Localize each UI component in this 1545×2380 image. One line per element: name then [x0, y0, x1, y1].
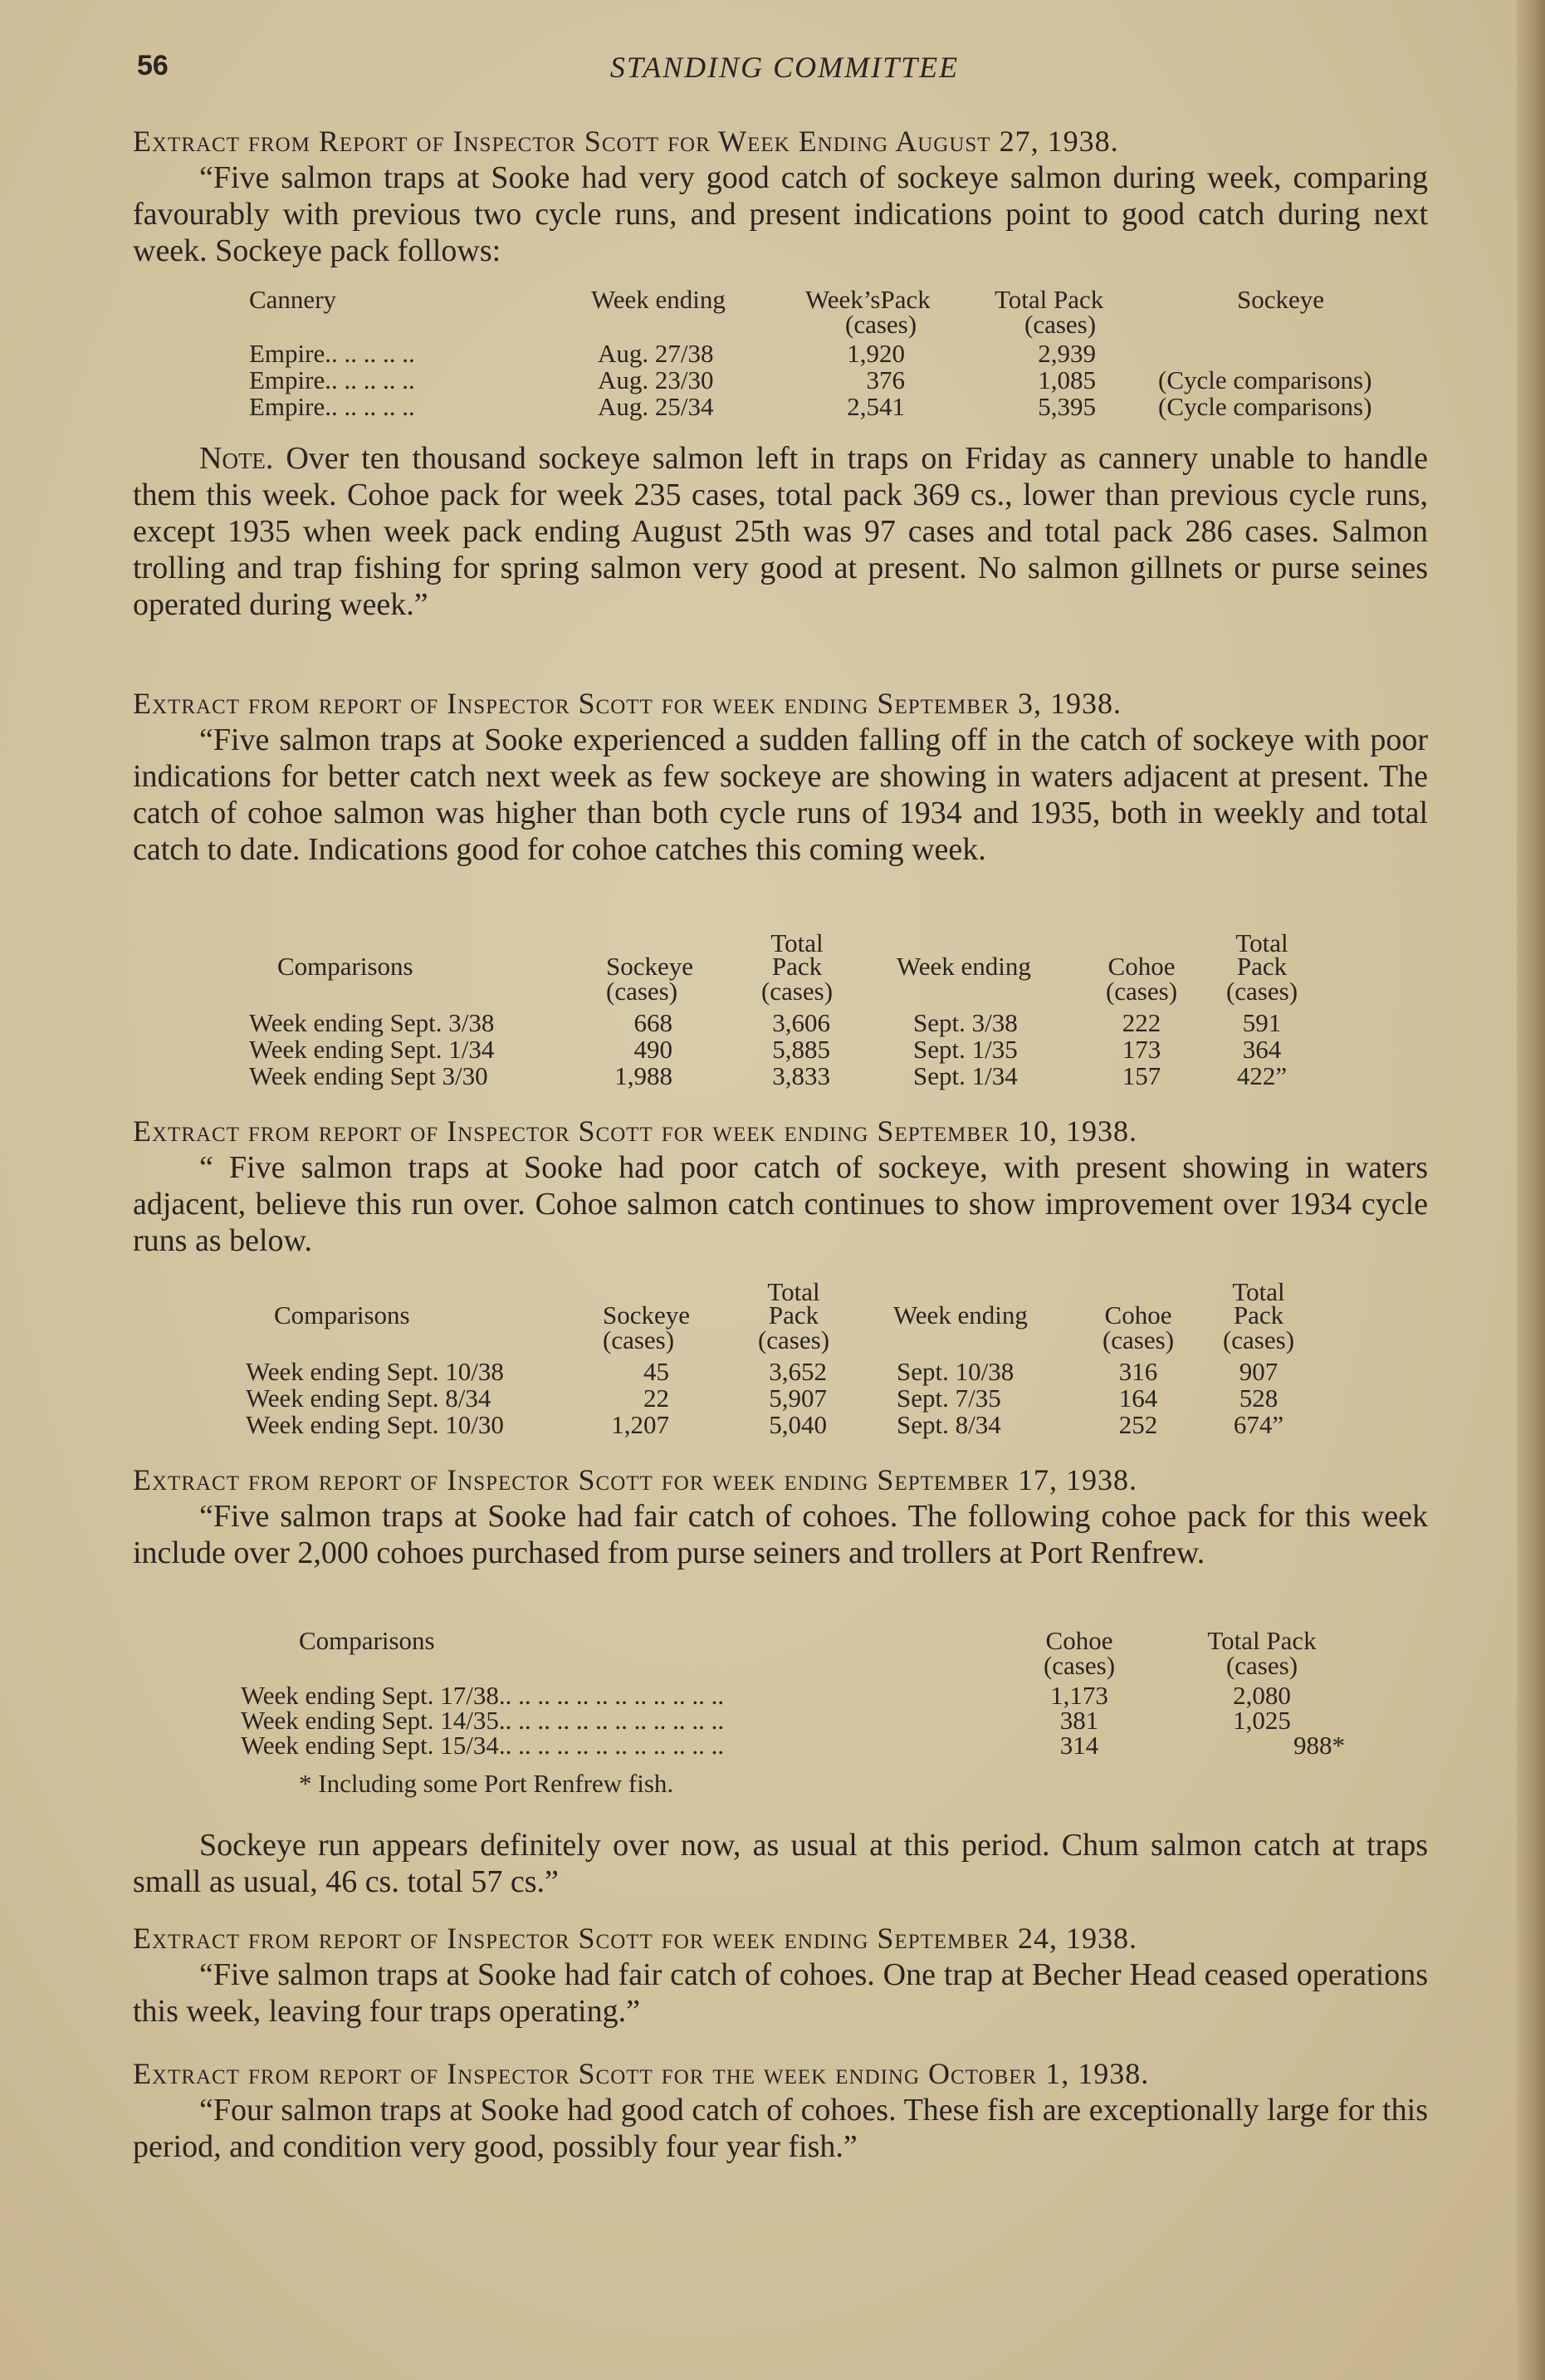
table-cell: 3,833	[772, 1061, 830, 1090]
table-cell: 3,652	[769, 1357, 827, 1386]
table-cell: Week ending Sept 3/30	[249, 1061, 488, 1090]
table-cell: 164	[1118, 1383, 1158, 1413]
col-header-weeks-pack: Week’sPack	[805, 285, 931, 314]
table-cell: 988*	[1293, 1731, 1345, 1760]
col-header-cohoe: Cohoe	[1107, 952, 1176, 981]
col-header-sockeye: Sockeye	[1237, 285, 1325, 314]
table-cell: Week ending Sept. 8/34	[246, 1383, 491, 1413]
col-header-sockeye: Sockeye	[603, 1300, 691, 1330]
table-cell: (Cycle comparisons)	[1158, 365, 1372, 394]
table-cell: 22	[643, 1383, 669, 1413]
table-cell: 1,920	[847, 339, 905, 368]
page-edge	[1517, 0, 1545, 2380]
table-cell: 490	[633, 1035, 672, 1064]
table-cell: Week ending Sept. 14/35.. .. .. .. .. .. .. .. .. .. .. ..	[241, 1706, 725, 1735]
table-cell: 3,606	[772, 1008, 830, 1037]
table-cell: Week ending Sept. 10/30	[246, 1410, 504, 1439]
col-header-cases: (cases)	[1225, 977, 1298, 1006]
section-oct-1	[133, 2055, 1428, 2165]
section-sept-17	[133, 1462, 1428, 1571]
table-cell: Aug. 25/34	[598, 392, 714, 421]
col-header-cannery: Cannery	[249, 285, 337, 314]
section-note	[133, 440, 1428, 623]
col-header-cases: (cases)	[760, 977, 834, 1006]
table-cell: 381	[1059, 1706, 1099, 1735]
table-cell: 364	[1242, 1035, 1282, 1064]
col-header-cohoe: Cohoe	[1104, 1300, 1172, 1330]
table-cell: 1,173	[1050, 1681, 1108, 1710]
table-cell: (Cycle comparisons)	[1158, 392, 1372, 421]
table-cell: 252	[1118, 1410, 1158, 1439]
col-header-comparisons: Comparisons	[299, 1626, 435, 1655]
col-header-pack: Pack	[771, 952, 823, 981]
table-footnote: * Including some Port Renfrew fish.	[299, 1769, 674, 1798]
table-cell: Empire.. .. .. .. ..	[249, 365, 415, 394]
col-header-total: Total	[767, 1277, 820, 1306]
table-cell: 1,025	[1233, 1706, 1291, 1735]
section-text: “ Five salmon traps at Sooke had poor catch of sockeye, with present showing in waters adjacent, believe this run over. Cohoe salmon catch continues to show improvement over 1934 cycle runs as below.	[133, 1150, 1428, 1258]
table-cell: Sept. 8/34	[897, 1410, 1001, 1439]
table-cell: 173	[1122, 1035, 1161, 1064]
closing-text: Sockeye run appears definitely over now, as usual at this period. Chum salmon catch at traps small as usual, 46 cs. total 57 cs.”	[133, 1828, 1428, 1899]
col-header-cohoe: Cohoe	[1045, 1626, 1113, 1655]
table-cell: Sept. 1/34	[913, 1061, 1018, 1090]
table-cell: 591	[1242, 1008, 1282, 1037]
sockeye-pack-table	[249, 286, 1411, 424]
table-cell: 157	[1122, 1061, 1161, 1090]
table-cell: 222	[1122, 1008, 1161, 1037]
table-cell: Week ending Sept. 15/34.. .. .. .. .. .. .. .. .. .. .. ..	[241, 1731, 725, 1760]
table-cell: 2,939	[1038, 339, 1096, 368]
table-cell: 5,907	[769, 1383, 827, 1413]
section-title: Extract from Report of Inspector Scott for Week Ending August 27, 1938.	[133, 125, 1119, 158]
table-cell: 1,207	[611, 1410, 669, 1439]
table-cell: 2,080	[1233, 1681, 1291, 1710]
col-header-total: Total	[1232, 1277, 1285, 1306]
table-cell: Week ending Sept. 1/34	[249, 1035, 495, 1064]
table-cell: Sept. 7/35	[897, 1383, 1001, 1413]
col-header-cases: (cases)	[845, 310, 917, 339]
col-header-cases: (cases)	[1024, 310, 1097, 339]
col-header-cases: (cases)	[603, 1325, 675, 1354]
section-aug-27	[133, 123, 1428, 269]
table-cell: 5,395	[1038, 392, 1096, 421]
table-cell: 674”	[1233, 1410, 1284, 1439]
col-header-week-ending: Week ending	[591, 285, 726, 314]
col-header-total-pack: Total Pack	[1207, 1626, 1317, 1655]
cohoe-comparison-table	[241, 1628, 1362, 1810]
table-cell: Aug. 23/30	[598, 365, 714, 394]
col-header-pack: Pack	[768, 1300, 819, 1330]
table-cell: 668	[633, 1008, 672, 1037]
comparison-table-sept-3	[241, 930, 1320, 1096]
table-cell: Week ending Sept. 10/38	[246, 1357, 504, 1386]
comparison-table-sept-10	[241, 1279, 1320, 1445]
table-cell: 5,040	[769, 1410, 827, 1439]
col-header-cases: (cases)	[1102, 1325, 1175, 1354]
section-title: Extract from report of Inspector Scott for the week ending October 1, 1938.	[133, 2057, 1150, 2090]
table-cell: Aug. 27/38	[598, 339, 714, 368]
table-cell: 528	[1239, 1383, 1279, 1413]
page-header	[137, 50, 1432, 91]
section-title: Extract from report of Inspector Scott for week ending September 10, 1938.	[133, 1114, 1138, 1148]
col-header-cases: (cases)	[1222, 1325, 1295, 1354]
col-header-week-ending: Week ending	[897, 952, 1031, 981]
table-cell: 422”	[1236, 1061, 1288, 1090]
section-title: Extract from report of Inspector Scott for week ending September 3, 1938.	[133, 687, 1122, 720]
section-text: “Five salmon traps at Sooke had fair catch of cohoes. The following cohoe pack for this week include over 2,000 cohoes purchased from purse seiners and trollers at Port Renfrew.	[133, 1499, 1428, 1570]
table-cell: 1,085	[1038, 365, 1096, 394]
table-cell: Week ending Sept. 3/38	[249, 1008, 495, 1037]
col-header-total: Total	[770, 928, 824, 957]
col-header-pack: Pack	[1236, 952, 1288, 981]
table-cell: 376	[866, 365, 905, 394]
section-title: Extract from report of Inspector Scott for week ending September 24, 1938.	[133, 1922, 1138, 1955]
col-header-total-pack: Total Pack	[995, 285, 1104, 314]
table-cell: 2,541	[847, 392, 905, 421]
col-header-sockeye: Sockeye	[606, 952, 694, 981]
note-text: Note. Over ten thousand sockeye salmon left in traps on Friday as cannery unable to handle them this week. Cohoe pack for week 235 cases, total pack 369 cs., lower than previous cycle runs, except 1935 when week pack ending August 25th was 97 cases and total pack 286 cases. Salmon trolling and trap fishing for spring salmon very good at present. No salmon gillnets or purse seines operated during week.”	[133, 441, 1429, 622]
table-cell: Empire.. .. .. .. ..	[249, 339, 415, 368]
section-sept-3	[133, 685, 1428, 868]
col-header-cases: (cases)	[1225, 1651, 1298, 1680]
table-cell: Sept. 1/35	[913, 1035, 1018, 1064]
section-sept-17-closing	[133, 1827, 1428, 1900]
section-sept-24	[133, 1920, 1428, 2030]
running-head: STANDING COMMITTEE	[609, 51, 960, 84]
table-cell: 314	[1059, 1731, 1099, 1760]
table-cell: 316	[1118, 1357, 1158, 1386]
page-number: 56	[137, 50, 169, 81]
col-header-pack: Pack	[1233, 1300, 1284, 1330]
table-cell: 45	[643, 1357, 669, 1386]
table-cell: 1,988	[614, 1061, 672, 1090]
col-header-comparisons: Comparisons	[277, 952, 413, 981]
section-text: “Four salmon traps at Sooke had good catch of cohoes. These fish are exceptionally large for this period, and condition very good, possibly four year fish.”	[133, 2093, 1428, 2164]
section-title: Extract from report of Inspector Scott for week ending September 17, 1938.	[133, 1463, 1138, 1496]
section-text: “Five salmon traps at Sooke had fair catch of cohoes. One trap at Becher Head ceased operations this week, leaving four traps operating.”	[133, 1957, 1428, 2029]
section-text: “Five salmon traps at Sooke experienced a sudden falling off in the catch of sockeye with poor indications for better catch next week as few sockeye are showing in waters adjacent at present. The catch of cohoe salmon was higher than both cycle runs of 1934 and 1935, both in weekly and total catch to date. Indications good for cohoe catches this coming week.	[133, 722, 1428, 867]
table-cell: Week ending Sept. 17/38.. .. .. .. .. .. .. .. .. .. .. ..	[241, 1681, 725, 1710]
col-header-comparisons: Comparisons	[274, 1300, 410, 1330]
table-cell: Empire.. .. .. .. ..	[249, 392, 415, 421]
table-cell: Sept. 3/38	[913, 1008, 1018, 1037]
col-header-cases: (cases)	[757, 1325, 830, 1354]
section-sept-10	[133, 1113, 1428, 1259]
table-cell: 907	[1239, 1357, 1279, 1386]
table-cell: Sept. 10/38	[897, 1357, 1015, 1386]
col-header-cases: (cases)	[606, 977, 678, 1006]
col-header-total: Total	[1235, 928, 1288, 957]
col-header-week-ending: Week ending	[893, 1300, 1028, 1330]
section-text: “Five salmon traps at Sooke had very good catch of sockeye salmon during week, comparing favourably with previous two cycle runs, and present indications point to good catch during next week. Sockeye pack follows:	[133, 160, 1428, 268]
table-cell: 5,885	[772, 1035, 830, 1064]
col-header-cases: (cases)	[1043, 1651, 1116, 1680]
col-header-cases: (cases)	[1105, 977, 1178, 1006]
